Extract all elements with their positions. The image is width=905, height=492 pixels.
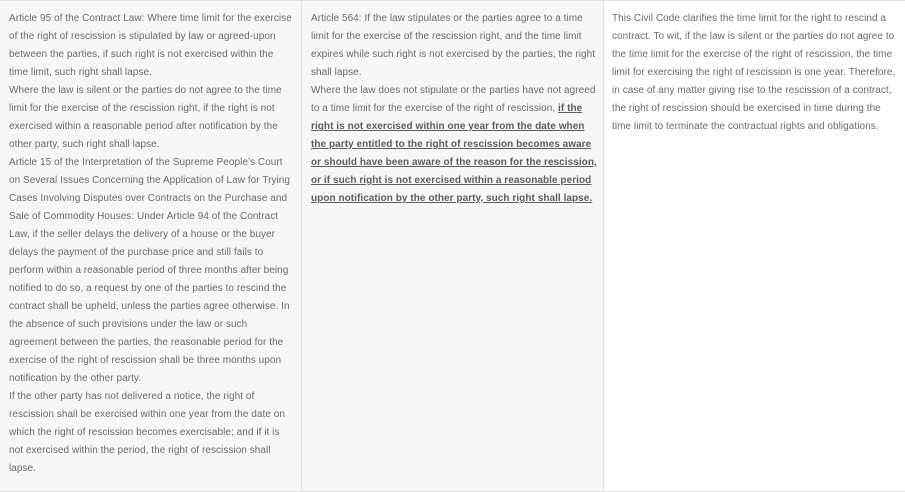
paragraph-article-564: Article 564: If the law stipulates or the parties agree to a time limit for the exercise of the rescission right, and the time limit expires while such right is not exercised by the parties, the right shall lapse. (311, 13, 596, 78)
paragraph-article-95: Article 95 of the Contract Law: Where time limit for the exercise of the right of rescission is stipulated by law or agreed-upon between the parties, if such right is not exercised within the time limit, such right shall lapse. (9, 13, 292, 78)
column-contract-law (0, 1, 302, 491)
paragraph-no-notice: If the other party has not delivered a notice, the right of rescission shall be exercised within one year from the date on which the right of rescission becomes exercisable; and if it is not exercised within the period, the right of rescission shall lapse. (9, 391, 286, 474)
column-commentary (604, 1, 905, 491)
paragraph-plain-text: Where the law does not stipulate or the parties have not agreed to a time limit for the exercise of the right of rescission, (311, 85, 596, 114)
paragraph-article-95-silent: Where the law is silent or the parties do not agree to the time limit for the exercise of the rescission right, if the right is not exercised within a reasonable period after notification by the other party, such right shall lapse. (9, 85, 282, 150)
paragraph-article-564-silent (311, 82, 597, 208)
column-civil-code-article (302, 1, 604, 491)
paragraph-article-15-interpretation: Article 15 of the Interpretation of the Supreme People’s Court on Several Issues Concerning the Application of Law for Trying Cases Involving Disputes over Contracts on the Purchase and Sale of Commodity Houses: Under Article 94 of the Contract Law, if the seller delays the delivery of a house or the buyer delays the payment of the purchase price and still fails to perform within a reasonable period of three months after being notified to do so, a request by one of the parties to rescind the contract shall be upheld, unless the parties agree otherwise. In the absence of such provisions under the law or such agreement between the parties, the reasonable period for the exercise of the right of rescission shall be three months upon notification by the other party. (9, 157, 291, 384)
paragraph-commentary: This Civil Code clarifies the time limit for the right to rescind a contract. To wit, if the law is silent or the parties do not agree to the time limit for the exercise of the right of rescission, the time limit for exercising the right of rescission is one year. Therefore, in case of any matter giving rise to the rescission of a contract, the right of rescission should be exercised in time during the time limit to terminate the contractual rights and obligations. (612, 13, 896, 132)
highlighted-text: if the right is not exercised within one year from the date when the party entitled to the right of rescission becomes aware or should have been aware of the reason for the rescission, or if such right is not exercised within a reasonable period upon notification by the other party, such right shall lapse. (311, 103, 597, 204)
